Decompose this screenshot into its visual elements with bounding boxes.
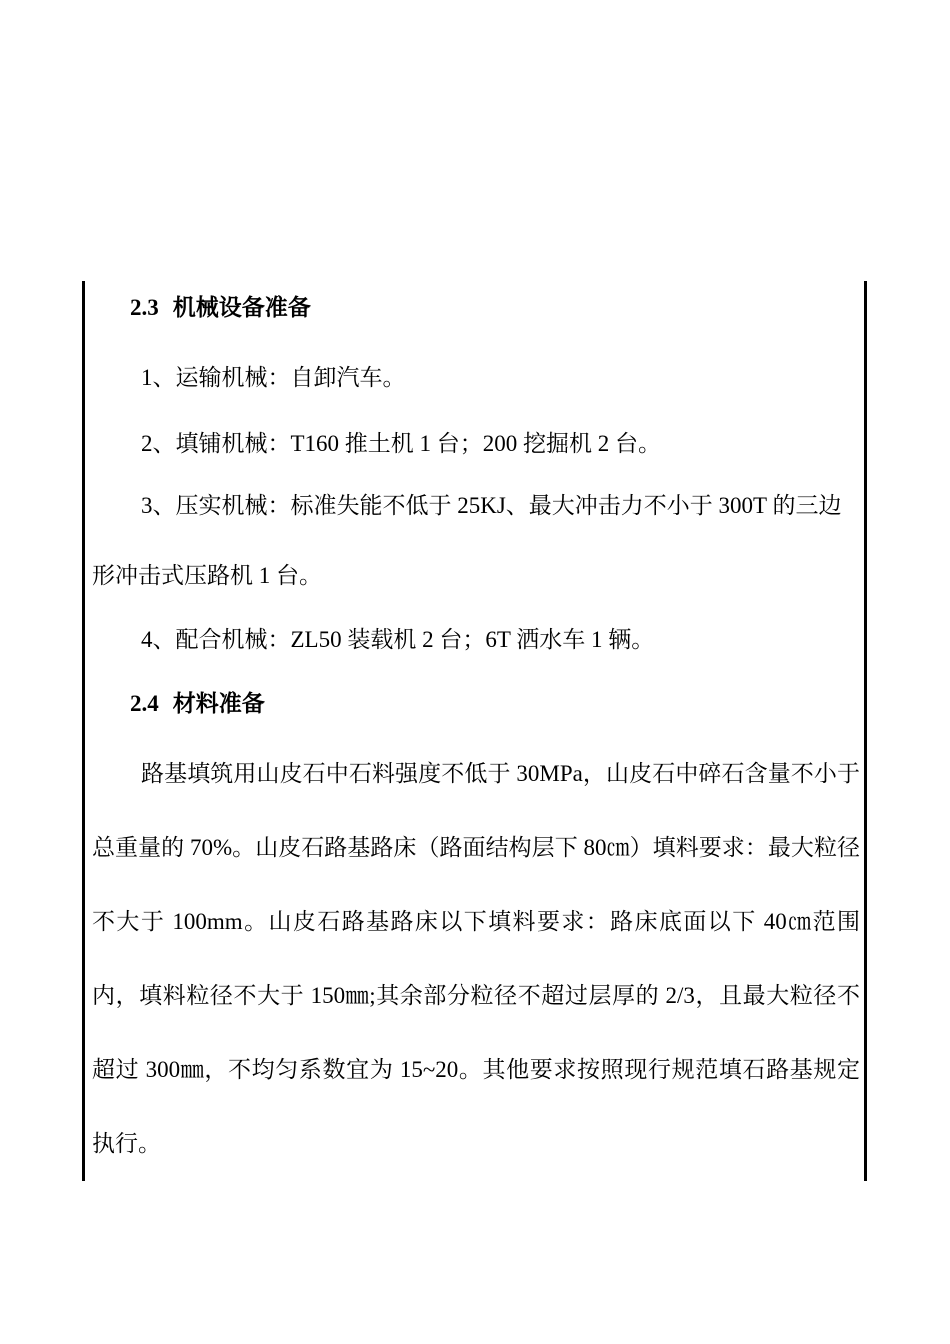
list-item: 1、运输机械：自卸汽车。 xyxy=(141,365,406,390)
section-number: 2.3 xyxy=(130,295,159,320)
section-heading-2-3 xyxy=(92,283,860,333)
table-right-border xyxy=(864,281,867,1181)
section-heading-2-4 xyxy=(92,673,860,735)
list-item: 3、压实机械：标准失能不低于 25KJ、最大冲击力不小于 300T 的三边形冲击式压路机 1 台。 xyxy=(92,493,842,588)
section-title: 材料准备 xyxy=(172,691,265,716)
section-title: 机械设备准备 xyxy=(172,295,311,320)
body-paragraph: 路基填筑用山皮石中石料强度不低于 30MPa，山皮石中碎石含量不小于总重量的 70%。山皮石路基路床（路面结构层下 80㎝）填料要求：最大粒径不大于 100mm。山皮石路基路床以下填料要求：路床底面以下 40㎝范围内，填料粒径不大于 150㎜;其余部分粒径不超过层厚的 2/3，且最大粒径不超过 300㎜，不均匀系数宜为 15~20。其他要求按照现行规范填石路基规定执行。 xyxy=(92,761,860,1156)
table-left-border xyxy=(82,281,85,1181)
list-item: 2、填铺机械：T160 推土机 1 台；200 挖掘机 2 台。 xyxy=(141,431,662,456)
list-item: 4、配合机械：ZL50 装载机 2 台；6T 洒水车 1 辆。 xyxy=(141,627,655,652)
document-content xyxy=(92,283,860,1181)
section-number: 2.4 xyxy=(130,691,159,716)
